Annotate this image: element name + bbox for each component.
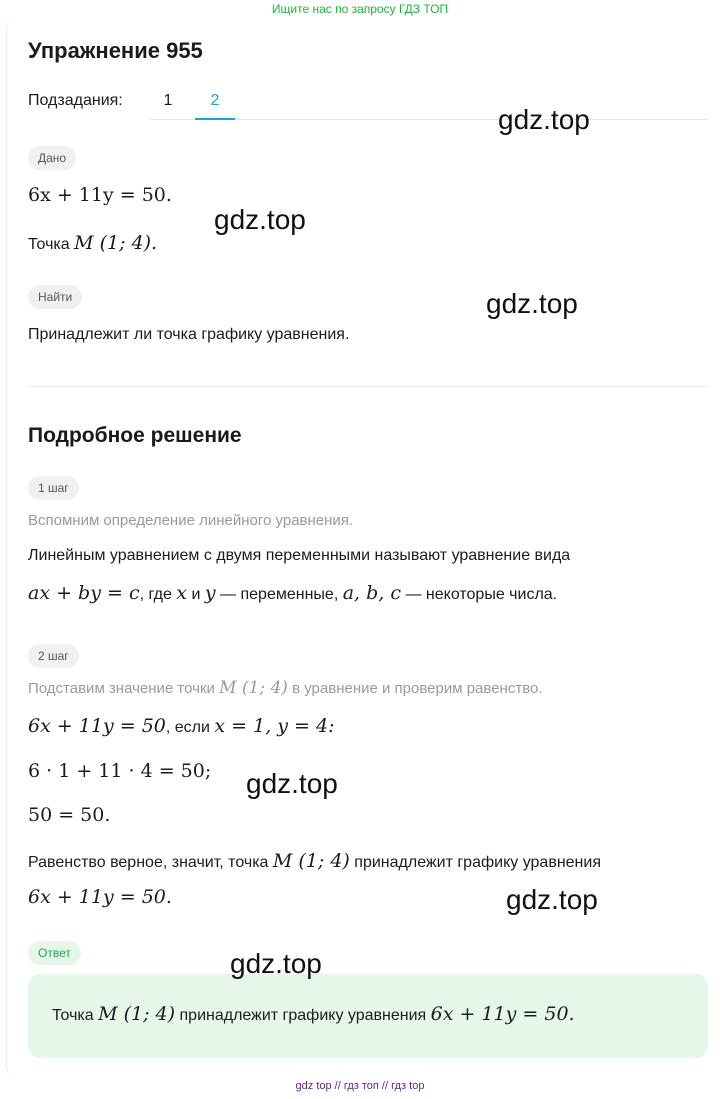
given-point — [28, 232, 157, 254]
step-2-conclusion-equation: 6x + 11y = 50. — [28, 886, 172, 908]
step-2-calculation: 6 · 1 + 11 · 4 = 50; — [28, 760, 212, 782]
footer-links[interactable]: gdz top // гдз топ // гдз top — [295, 1080, 425, 1092]
variable-y: y — [204, 582, 216, 604]
section-divider — [28, 386, 708, 387]
subtasks-label: Подзадания: — [28, 92, 123, 109]
step-2-conclusion — [28, 850, 601, 872]
linear-equation-form: ax + by = c — [28, 582, 140, 604]
step-2-hint-point: M (1; 4) — [219, 678, 288, 698]
step-2-badge: 2 шаг — [28, 644, 79, 668]
answer-text — [52, 1003, 575, 1025]
step-1-badge: 1 шаг — [28, 476, 79, 500]
answer-equation: 6x + 11y = 50. — [430, 1003, 575, 1025]
find-badge: Найти — [28, 285, 82, 309]
search-banner: Ищите нас по запросу ГДЗ ТОП — [271, 2, 449, 16]
step-2-hint — [28, 678, 543, 698]
answer-badge: Ответ — [28, 941, 81, 965]
watermark: gdz.top — [214, 204, 306, 235]
step-2-conclusion-end: принадлежит графику уравнения — [354, 854, 601, 871]
step-1-numbers-text: — некоторые числа. — [405, 586, 558, 603]
watermark: gdz.top — [486, 288, 578, 319]
given-point-word: Точка — [28, 236, 70, 253]
watermark: gdz.top — [498, 104, 590, 135]
answer-point: M (1; 4) — [98, 1003, 176, 1025]
step-1-variables-text: — переменные, — [220, 586, 339, 603]
step-2-equation: 6x + 11y = 50 — [28, 715, 166, 737]
step-2-result: 50 = 50. — [28, 804, 111, 826]
tab-subtask-1[interactable]: 1 — [163, 92, 173, 109]
step-1-where: , где — [139, 586, 172, 603]
page-title: Упражнение 955 — [28, 38, 203, 63]
coefficients-abc: a, b, c — [342, 582, 402, 604]
watermark: gdz.top — [246, 768, 338, 799]
step-2-substitution — [28, 715, 335, 737]
given-equation: 6x + 11y = 50. — [28, 184, 172, 206]
tab-subtask-2[interactable]: 2 — [210, 92, 220, 109]
step-2-hint-start: Подставим значение точки — [28, 680, 215, 697]
given-point-value: M (1; 4). — [74, 232, 158, 254]
answer-middle: принадлежит графику уравнения — [179, 1007, 427, 1024]
answer-start: Точка — [52, 1007, 94, 1024]
step-1-formula-line — [28, 582, 557, 604]
step-2-hint-end: в уравнение и проверим равенство. — [292, 680, 543, 697]
step-1-hint: Вспомним определение линейного уравнения. — [28, 512, 354, 529]
step-2-if: , если — [165, 719, 210, 736]
step-2-condition: x = 1, y = 4: — [214, 715, 335, 737]
given-badge: Дано — [28, 146, 76, 170]
watermark: gdz.top — [230, 948, 322, 979]
variable-x: x — [176, 582, 188, 604]
step-2-conclusion-start: Равенство верное, значит, точка — [28, 854, 269, 871]
find-text: Принадлежит ли точка графику уравнения. — [28, 326, 350, 343]
step-1-definition: Линейным уравнением с двумя переменными называют уравнение вида — [28, 547, 571, 564]
watermark: gdz.top — [506, 884, 598, 915]
step-1-and: и — [191, 586, 201, 603]
solution-title: Подробное решение — [28, 424, 242, 447]
step-2-conclusion-point: M (1; 4) — [272, 850, 350, 872]
active-tab-indicator — [195, 118, 235, 120]
